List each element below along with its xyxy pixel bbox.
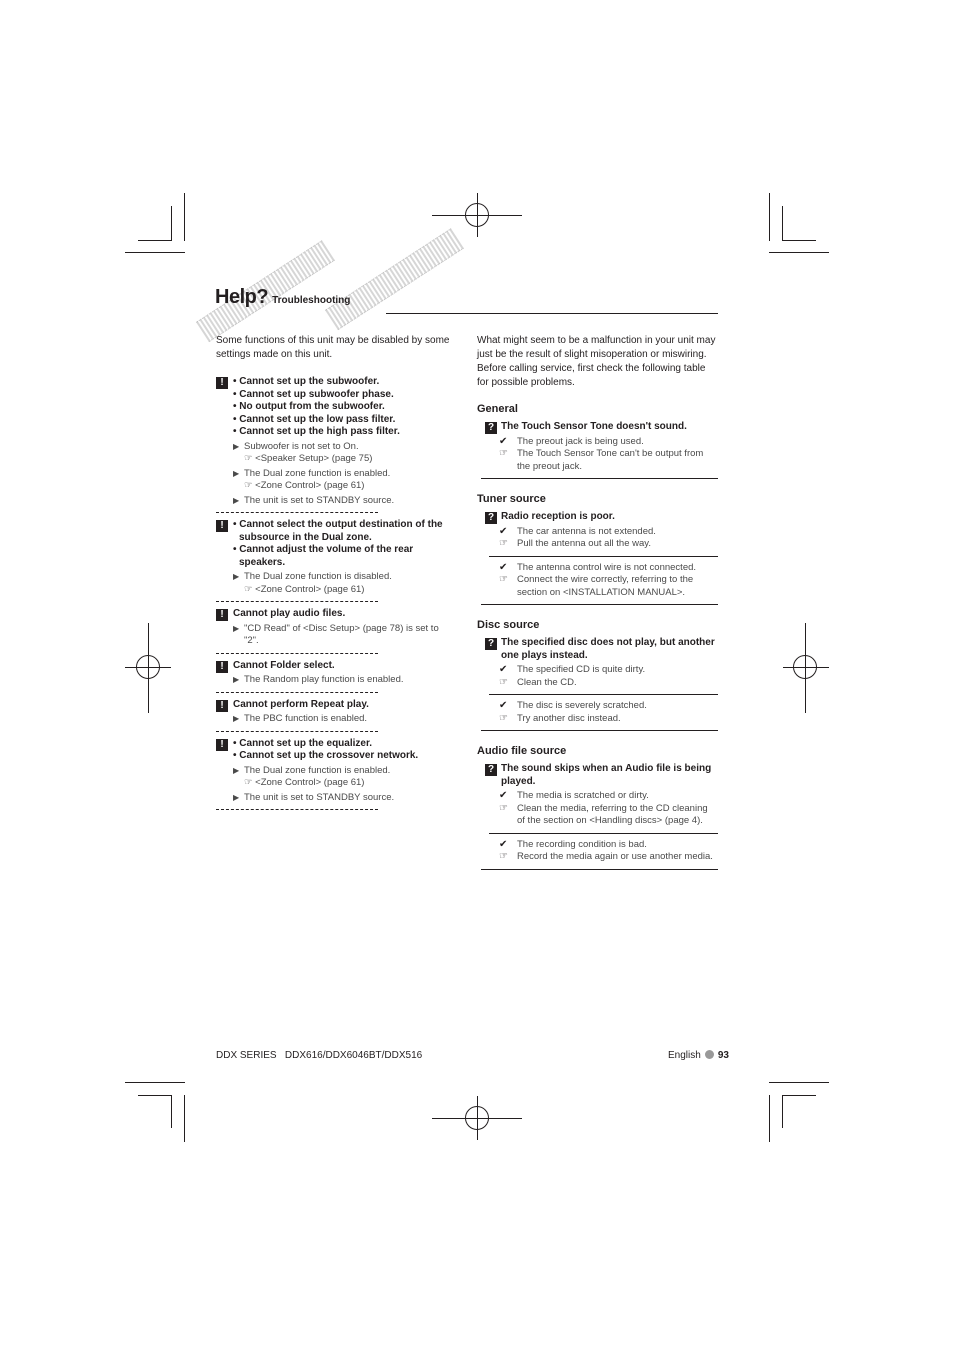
- cause-item: [233, 713, 451, 726]
- cause-group: [477, 788, 718, 833]
- warning-block: [216, 738, 451, 805]
- problem-text: • Cannot set up the subwoofer.: [233, 376, 380, 387]
- problem-list: [233, 519, 451, 569]
- cause-text: The Dual zone function is enabled.: [244, 764, 391, 776]
- cause-row: [477, 790, 718, 803]
- left-intro: Some functions of this unit may be disabled by some settings made on this unit.: [216, 335, 450, 360]
- trouble-section: [477, 744, 718, 870]
- question-text: Radio reception is poor.: [501, 511, 615, 522]
- cause-row: [477, 526, 718, 539]
- right-sections: [477, 402, 718, 870]
- cause-item: [233, 623, 451, 648]
- checkmark-icon: ✔: [499, 525, 508, 537]
- cause-text: The car antenna is not extended.: [517, 525, 656, 537]
- pointing-hand-icon: ☞: [499, 851, 508, 862]
- problem-text: • Cannot set up subwoofer phase.: [233, 388, 394, 400]
- dashed-separator: [216, 512, 378, 513]
- cause-reference: ☞ <Speaker Setup> (page 75): [244, 453, 373, 464]
- dashed-separator: [216, 601, 378, 602]
- section-heading: Audio file source: [477, 745, 567, 757]
- question-text: The sound skips when an Audio file is being played.: [501, 763, 712, 787]
- decorative-stripe: [325, 228, 464, 330]
- cause-item: [233, 674, 451, 687]
- dashed-separator: [216, 653, 378, 654]
- question-row: [477, 421, 718, 434]
- right-intro: What might seem to be a malfunction in your unit may just be the result of slight misoperation or miswiring. Before calling service, first check the following table for possible problems.: [477, 335, 716, 388]
- problem-text: • Cannot set up the low pass filter.: [233, 413, 396, 425]
- cause-group: [477, 524, 718, 556]
- footer-model: DDX SERIES DDX616/DDX6046BT/DDX516: [216, 1050, 423, 1061]
- checkmark-icon: ✔: [499, 790, 508, 801]
- section-end-rule: [481, 478, 718, 479]
- cause-text: The preout jack is being used.: [517, 435, 644, 447]
- checkmark-icon: ✔: [499, 435, 508, 447]
- page-title: [215, 286, 350, 309]
- cause-text: The specified CD is quite dirty.: [517, 664, 646, 675]
- cause-text: The unit is set to STANDBY source.: [244, 791, 395, 803]
- checkmark-icon: ✔: [499, 700, 508, 711]
- remedy-text: Connect the wire correctly, referring to the section on <INSTALLATION MANUAL>.: [517, 574, 694, 598]
- cause-group: [477, 434, 718, 479]
- cause-group: [489, 556, 718, 605]
- problem-text: • Cannot select the output destination of the subsource in the Dual zone.: [233, 519, 443, 543]
- problem-text: • Cannot adjust the volume of the rear speakers.: [233, 544, 414, 568]
- trouble-section: [477, 492, 718, 605]
- warning-block: [216, 699, 451, 726]
- title-help: Help?: [215, 286, 269, 308]
- triangle-right-icon: ▶: [233, 572, 240, 581]
- title-troubleshooting: Troubleshooting: [272, 295, 351, 306]
- cause-text: The PBC function is enabled.: [244, 713, 368, 724]
- exclamation-icon: !: [216, 700, 228, 712]
- cause-row: [489, 562, 718, 575]
- remedy-row: [489, 574, 718, 599]
- cause-item: [233, 765, 451, 790]
- triangle-right-icon: ▶: [233, 792, 240, 802]
- checkmark-icon: ✔: [499, 838, 508, 850]
- question-row: [477, 763, 718, 788]
- cause-text: The disc is severely scratched.: [517, 700, 647, 711]
- cause-reference: ☞ <Zone Control> (page 61): [244, 583, 365, 595]
- triangle-right-icon: ▶: [233, 675, 240, 684]
- remedy-row: [489, 851, 718, 864]
- remedy-text: Pull the antenna out all the way.: [517, 538, 651, 549]
- question-text: The specified disc does not play, but another one plays instead.: [501, 637, 715, 661]
- question-icon: ?: [485, 764, 497, 776]
- cause-item: [233, 441, 451, 466]
- cause-reference: ☞ <Zone Control> (page 61): [244, 777, 365, 788]
- section-heading: Tuner source: [477, 493, 546, 505]
- cause-row: [477, 664, 718, 677]
- checkmark-icon: ✔: [499, 561, 508, 573]
- remedy-text: Clean the media, referring to the CD cleaning of the section on <Handling discs> (page 4).: [517, 802, 708, 826]
- remedy-text: Try another disc instead.: [517, 712, 621, 724]
- triangle-right-icon: ▶: [233, 714, 240, 723]
- remedy-text: Clean the CD.: [517, 676, 577, 688]
- dashed-separator: [216, 692, 378, 693]
- left-column: [216, 334, 451, 816]
- exclamation-icon: !: [216, 739, 228, 751]
- triangle-right-icon: ▶: [233, 623, 240, 633]
- warning-block: [216, 519, 451, 596]
- problem-list: [233, 660, 451, 673]
- problem-text: • Cannot set up the high pass filter.: [233, 426, 400, 437]
- problem-list: [233, 699, 451, 712]
- cause-item: [233, 495, 451, 508]
- cause-reference: ☞ <Zone Control> (page 61): [244, 480, 365, 491]
- remedy-text: Record the media again or use another media.: [517, 851, 713, 862]
- left-blocks: [216, 376, 451, 810]
- cause-group: [489, 833, 718, 869]
- trouble-section: [477, 618, 718, 731]
- warning-block: [216, 376, 451, 507]
- pointing-hand-icon: ☞: [499, 712, 508, 724]
- triangle-right-icon: ▶: [233, 495, 240, 505]
- question-row: [477, 511, 718, 524]
- cause-text: The recording condition is bad.: [517, 838, 647, 850]
- triangle-right-icon: ▶: [233, 765, 240, 775]
- section-end-rule: [481, 730, 718, 731]
- cause-row: [489, 700, 718, 713]
- pointing-hand-icon: ☞: [499, 574, 508, 585]
- title-rule: [386, 313, 718, 314]
- cause-group: [477, 662, 718, 694]
- remedy-row: [477, 448, 718, 473]
- problem-text: • No output from the subwoofer.: [233, 401, 385, 412]
- section-heading: General: [477, 403, 518, 415]
- question-text: The Touch Sensor Tone doesn't sound.: [501, 421, 687, 432]
- cause-group: [489, 694, 718, 730]
- pointing-hand-icon: ☞: [499, 448, 508, 459]
- cause-item: [233, 792, 451, 805]
- trouble-section: [477, 402, 718, 479]
- section-end-rule: [481, 604, 718, 605]
- cause-text: The antenna control wire is not connected.: [517, 561, 697, 573]
- section-heading: Disc source: [477, 619, 540, 631]
- remedy-row: [489, 713, 718, 726]
- problem-text: Cannot play audio files.: [233, 608, 346, 619]
- cause-row: [477, 436, 718, 449]
- problem-list: [233, 376, 451, 439]
- exclamation-icon: !: [216, 661, 228, 673]
- triangle-right-icon: ▶: [233, 441, 240, 451]
- footer-page: [668, 1050, 729, 1061]
- question-icon: ?: [485, 638, 497, 650]
- question-icon: ?: [485, 512, 497, 524]
- question-row: [477, 637, 718, 662]
- cause-text: "CD Read" of <Disc Setup> (page 78) is set to "2".: [244, 622, 439, 646]
- footer-language: English: [668, 1050, 701, 1061]
- cause-item: [233, 571, 451, 596]
- dashed-separator: [216, 809, 378, 810]
- right-column: [477, 334, 718, 870]
- problem-text: Cannot perform Repeat play.: [233, 698, 369, 710]
- section-end-rule: [481, 869, 718, 870]
- remedy-row: [477, 677, 718, 690]
- warning-block: [216, 608, 451, 648]
- question-icon: ?: [485, 422, 497, 434]
- triangle-right-icon: ▶: [233, 468, 240, 478]
- cause-item: [233, 468, 451, 493]
- exclamation-icon: !: [216, 609, 228, 621]
- cause-text: The unit is set to STANDBY source.: [244, 494, 395, 506]
- cause-row: [489, 839, 718, 852]
- cause-text: Subwoofer is not set to On.: [244, 440, 359, 452]
- problem-list: [233, 738, 451, 763]
- cause-text: The Random play function is enabled.: [244, 674, 404, 685]
- bullet-dot-icon: [705, 1050, 714, 1059]
- page-number: 93: [717, 1050, 729, 1061]
- cause-text: The Dual zone function is enabled.: [244, 467, 391, 479]
- cause-text: The media is scratched or dirty.: [517, 790, 649, 801]
- exclamation-icon: !: [216, 377, 228, 389]
- cause-text: The Dual zone function is disabled.: [244, 571, 392, 582]
- pointing-hand-icon: ☞: [499, 676, 508, 688]
- pointing-hand-icon: ☞: [499, 802, 508, 814]
- problem-text: • Cannot set up the equalizer.: [233, 737, 373, 749]
- exclamation-icon: !: [216, 520, 228, 532]
- remedy-row: [477, 803, 718, 828]
- problem-text: • Cannot set up the crossover network.: [233, 750, 419, 761]
- dashed-separator: [216, 731, 378, 732]
- remedy-text: The Touch Sensor Tone can't be output from the preout jack.: [517, 448, 704, 472]
- pointing-hand-icon: ☞: [499, 538, 508, 549]
- problem-text: Cannot Folder select.: [233, 659, 335, 671]
- checkmark-icon: ✔: [499, 664, 508, 675]
- remedy-row: [477, 538, 718, 551]
- warning-block: [216, 660, 451, 687]
- problem-list: [233, 608, 451, 621]
